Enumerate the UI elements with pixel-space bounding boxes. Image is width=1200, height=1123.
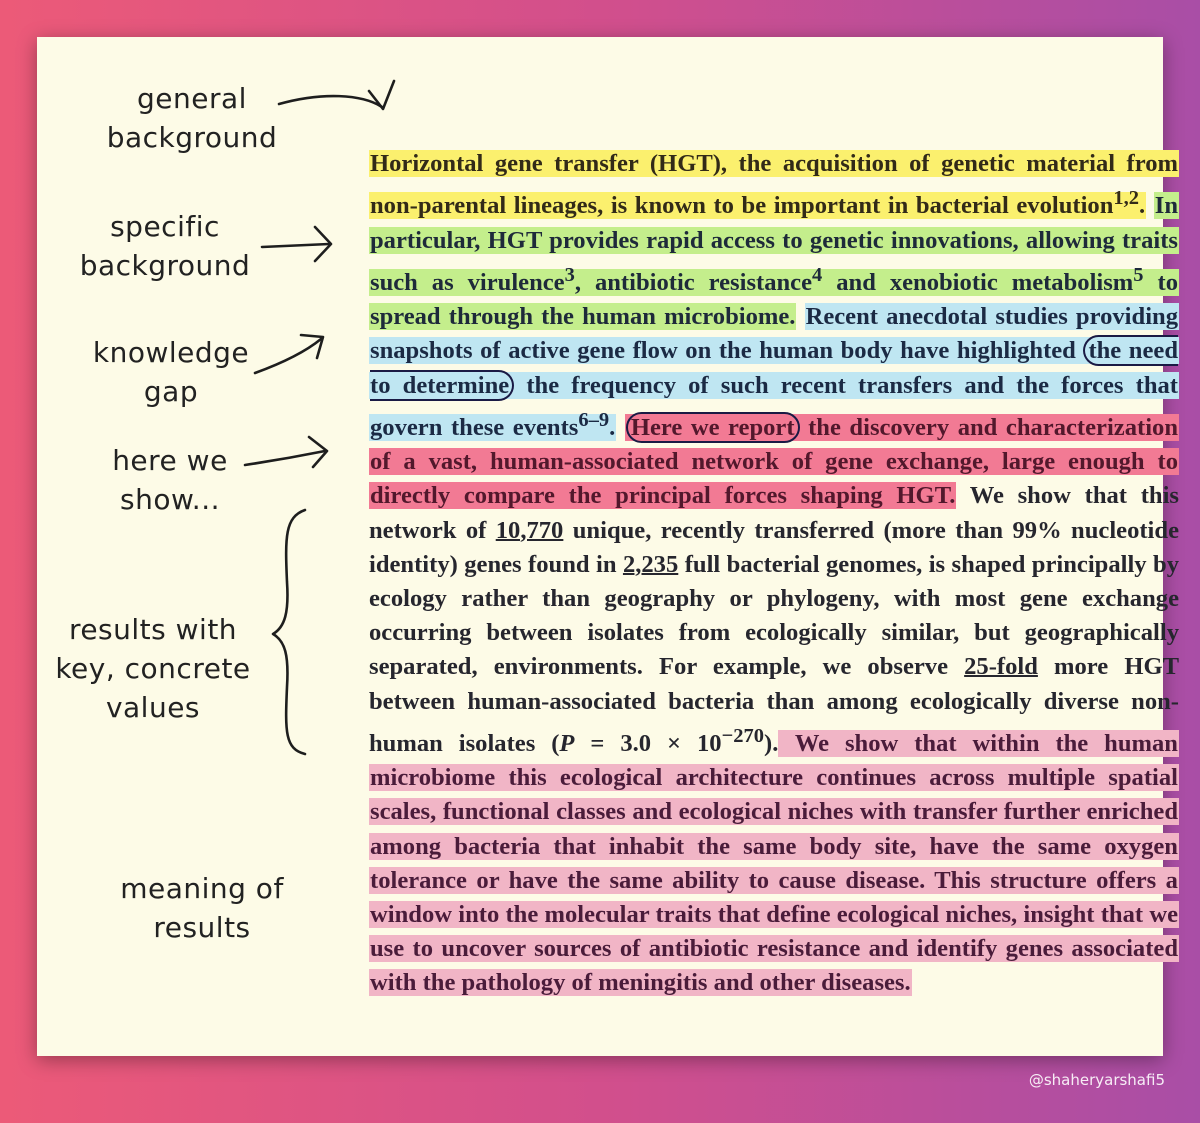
value-2235: 2,235	[622, 550, 679, 578]
label-general-background: general background	[106, 82, 278, 154]
circled-need-to-determine: the need to determine	[370, 337, 1178, 399]
document-card	[37, 37, 1179, 1056]
knowledge-gap-text: Recent anecdotal studies providing snapshots of active gene flow on the human body have highlighted the need to determine the frequency of such recent transfers and the forces that govern these events$^{6-9}$.	[370, 303, 1178, 441]
label-specific-background: specific background	[79, 210, 251, 282]
results-text: We show that this network of 10,770 unique, recently transferred (more than 99% nucleotide identity) genes found in 2,235 full bacterial genomes, is shaped principally by ecology rather than geography or phylogeny, with most gene exchange occurring between isolates from ecologically similar, but geographically separated, environments. For example, we observe 25-fold more HGT between human-associated bacteria than among ecologically diverse non-human isolates $(P = 3.0 \times 10^{-270})$.	[369, 482, 1179, 757]
arrow-specific-background-icon	[262, 227, 331, 261]
arrow-here-we-show-icon	[245, 437, 327, 467]
label-knowledge-gap: knowledge gap	[92, 336, 250, 408]
watermark: @shaheryarshafi5	[1028, 1071, 1165, 1089]
curly-brace-icon	[273, 510, 305, 754]
label-meaning: meaning of results	[120, 872, 284, 944]
label-results: results with key, concrete values	[55, 613, 251, 724]
arrow-general-background-icon	[279, 81, 394, 109]
general-background-text: Horizontal gene transfer (HGT), the acquisition of genetic material from non-parental lineages, is known to be important in bacterial evolution$^{1,2}$.	[370, 150, 1178, 220]
circled-here-we-report: Here we report	[626, 412, 800, 443]
specific-background-text: In particular, HGT provides rapid access to genetic innovations, allowing traits such as virulence$^3$, antibiotic resistance$^4$ and xenobiotic metabolism$^5$ to spread through the human microbiome.	[370, 192, 1178, 331]
here-we-show-text: Here we report the discovery and characterization of a vast, human-associated network of gene exchange, large enough to directly compare the principal forces shaping HGT.	[370, 413, 1178, 510]
meaning-text: We show that within the human microbiome this ecological architecture continues across multiple spatial scales, functional classes and ecological niches with transfer further enriched among bacteria that inhabit the same body site, have the same oxygen tolerance or have the same ability to cause disease. This structure offers a window into the molecular traits that define ecological niches, insight that we use to uncover sources of antibiotic resistance and identify genes associated with the pathology of meningitis and other diseases.	[370, 730, 1178, 997]
value-25-fold: 25-fold	[964, 653, 1038, 681]
abstract-paragraph	[369, 147, 1179, 1001]
label-here-we-show: here we show...	[112, 444, 228, 516]
arrow-knowledge-gap-icon	[255, 335, 323, 373]
value-10770: 10,770	[495, 516, 564, 544]
